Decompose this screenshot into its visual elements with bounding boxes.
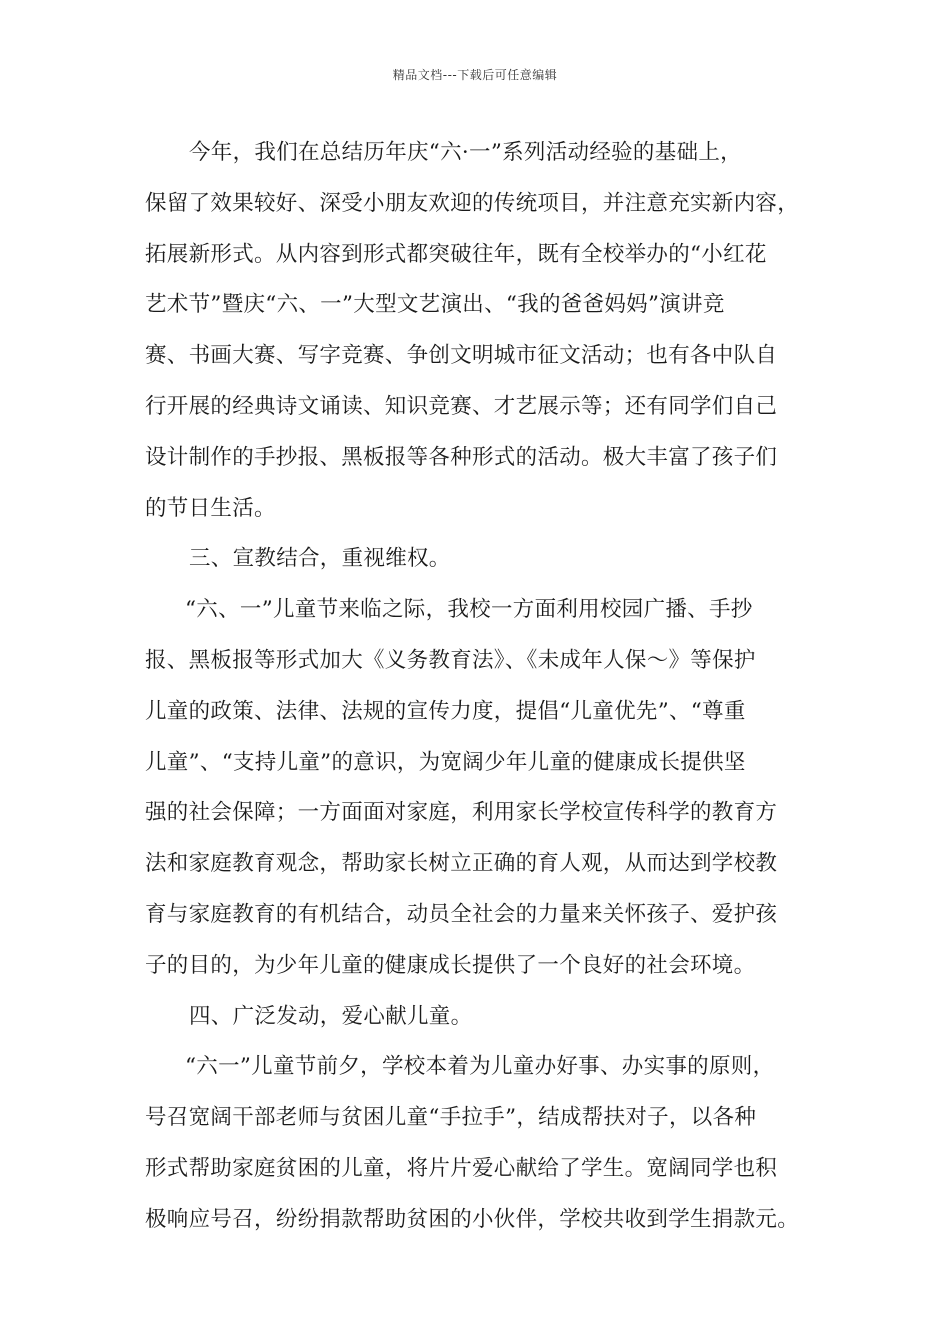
paragraph-line: 强的社会保障；一方面面对家庭，利用家长学校宣传科学的教育方 (145, 800, 778, 826)
paragraph-line: 儿童”、“支持儿童”的意识，为宽阔少年儿童的健康成长提供坚 (145, 749, 746, 775)
paragraph-line: 号召宽阔干部老师与贫困儿童“手拉手”，结成帮扶对子，以各种 (145, 1105, 757, 1131)
paragraph-line: 保留了效果较好、深受小朋友欢迎的传统项目，并注意充实新内容， (145, 190, 800, 216)
paragraph-line: 子的目的，为少年儿童的健康成长提供了一个良好的社会环境。 (145, 952, 756, 978)
paragraph-line: “六一”儿童节前夕，学校本着为儿童办好事、办实事的原则， (185, 1054, 775, 1080)
paragraph-line: 赛、书画大赛、写字竞赛、争创文明城市征文活动；也有各中队自 (145, 343, 778, 369)
paragraph-line: 报、黑板报等形式加大《义务教育法》、《未成年人保～》等保护 (145, 647, 756, 673)
paragraph-line: 拓展新形式。从内容到形式都突破往年，既有全校举办的“小红花 (145, 241, 767, 267)
paragraph-line: “六、一”儿童节来临之际，我校一方面利用校园广播、手抄 (185, 597, 753, 623)
section-heading: 三、宣教结合，重视维权。 (189, 546, 451, 572)
paragraph-line: 行开展的经典诗文诵读、知识竞赛、才艺展示等；还有同学们自己 (145, 393, 778, 419)
paragraph-line: 法和家庭教育观念，帮助家长树立正确的育人观，从而达到学校教 (145, 851, 778, 877)
paragraph-line: 儿童的政策、法律、法规的宣传力度，提倡“儿童优先”、“尊重 (145, 698, 746, 724)
paragraph-line: 艺术节”暨庆“六、一”大型文艺演出、“我的爸爸妈妈”演讲竞 (145, 292, 725, 318)
page-header: 精品文档---下载后可任意编辑 (392, 68, 558, 82)
paragraph-line: 极响应号召，纷纷捐款帮助贫困的小伙伴，学校共收到学生捐款元。 (145, 1206, 800, 1232)
paragraph-line: 设计制作的手抄报、黑板报等各种形式的活动。极大丰富了孩子们 (145, 444, 778, 470)
paragraph-line: 的节日生活。 (145, 495, 276, 521)
section-heading: 四、广泛发动，爱心献儿童。 (189, 1003, 473, 1029)
paragraph-line: 育与家庭教育的有机结合，动员全社会的力量来关怀孩子、爱护孩 (145, 901, 778, 927)
paragraph-line: 今年，我们在总结历年庆“六·一”系列活动经验的基础上， (189, 140, 742, 165)
document-body (145, 128, 835, 1246)
paragraph-line: 形式帮助家庭贫困的儿童，将片片爱心献给了学生。宽阔同学也积 (145, 1155, 778, 1181)
